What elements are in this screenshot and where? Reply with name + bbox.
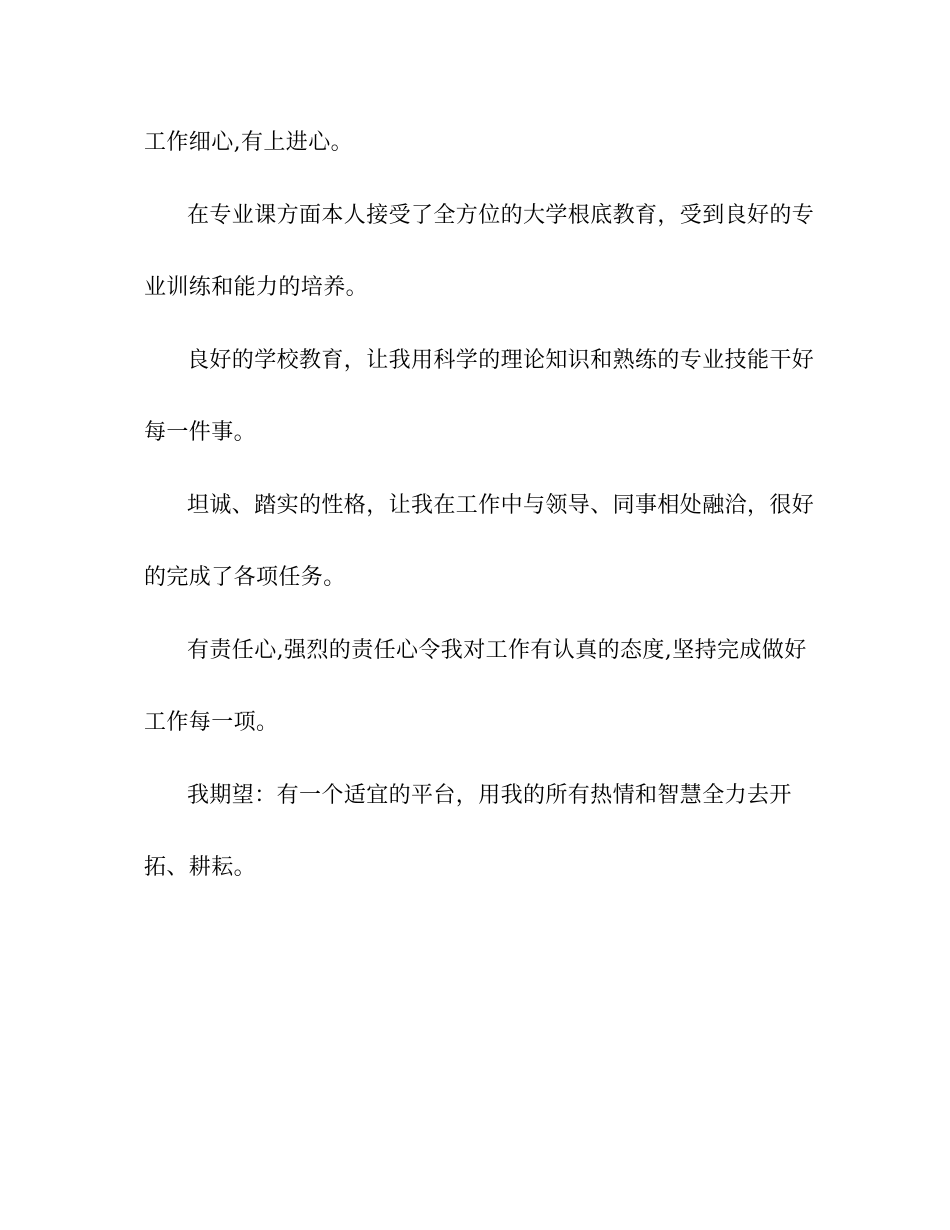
paragraph-line: 业训练和能力的培养。: [144, 275, 369, 300]
paragraph-line: 在专业课方面本人接受了全方位的大学根底教育，受到良好的专: [187, 203, 815, 228]
paragraph-line: 工作细心,有上进心。: [144, 130, 353, 155]
paragraph-line: 的完成了各项任务。: [144, 565, 346, 590]
paragraph-line: 每一件事。: [144, 420, 257, 445]
paragraph-line: 拓、耕耘。: [144, 855, 257, 880]
paragraph-line: 坦诚、踏实的性格，让我在工作中与领导、同事相处融洽，很好: [187, 493, 815, 518]
paragraph-line: 工作每一项。: [144, 710, 279, 735]
paragraph-line: 有责任心,强烈的责任心令我对工作有认真的态度,坚持完成做好: [187, 638, 807, 663]
paragraph-line: 我期望：有一个适宜的平台，用我的所有热情和智慧全力去开: [187, 783, 792, 808]
paragraph-line: 良好的学校教育，让我用科学的理论知识和熟练的专业技能干好: [187, 348, 815, 373]
